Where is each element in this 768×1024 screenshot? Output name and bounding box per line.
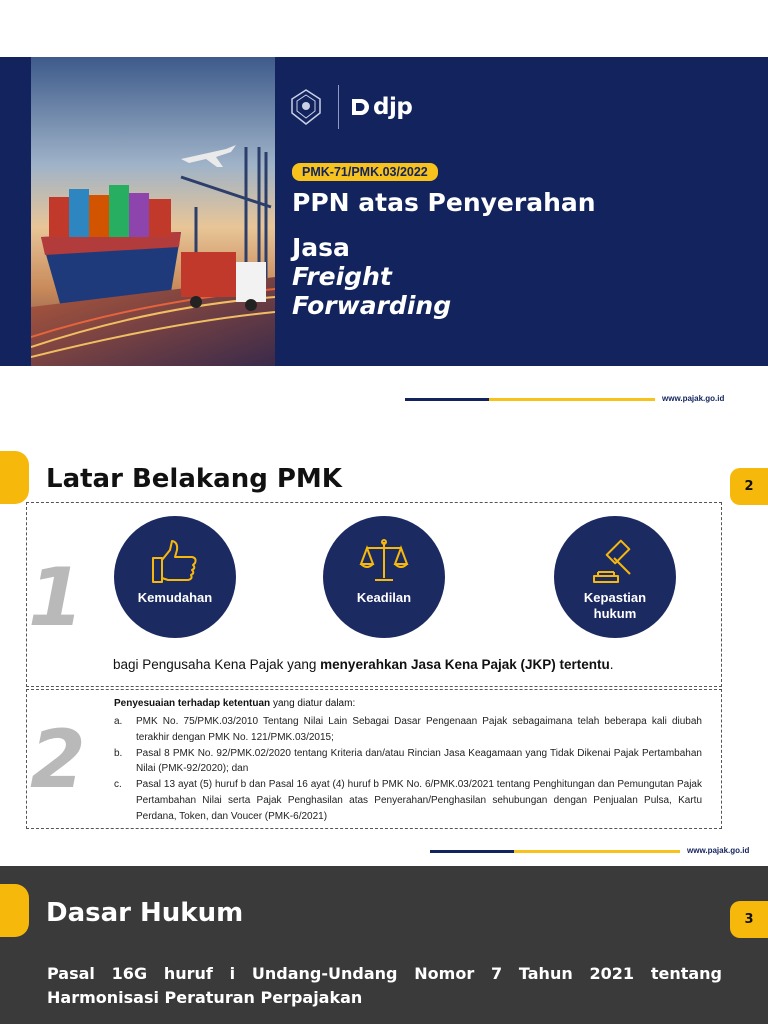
footer-url[interactable]: www.pajak.go.id	[662, 394, 725, 403]
footer-line-navy	[430, 850, 514, 853]
footer-line-yellow	[514, 850, 680, 853]
slide2-heading: Latar Belakang PMK	[46, 464, 342, 494]
circle-label-line2: hukum	[593, 606, 637, 621]
cover-title-block	[292, 233, 451, 320]
list-title	[114, 698, 355, 709]
list-title-bold: Penyesuaian terhadap ketentuan	[114, 698, 271, 709]
list-marker: a.	[114, 716, 123, 727]
sentence-post: .	[609, 657, 614, 672]
legal-basis-paragraph: Pasal 16G huruf i Undang-Undang Nomor 7 Tahun 2021 tentang Harmonisasi Peraturan Perpajakan	[47, 964, 722, 1007]
sentence-pre: bagi Pengusaha Kena Pajak yang	[113, 657, 321, 672]
thumbs-up-icon	[150, 538, 200, 586]
section1-sentence	[113, 657, 614, 672]
regulation-list	[114, 714, 702, 825]
sentence-bold: menyerahkan Jasa Kena Pajak (JKP) tertentu	[320, 657, 610, 672]
list-text: PMK No. 75/PMK.03/2010 Tentang Nilai Lain Sebagai Dasar Pengenaan Pajak sebagaimana telah beberapa kali diubah terakhir dengan PMK No. 121/PMK.03/2015;	[136, 716, 702, 743]
list-marker: b.	[114, 747, 123, 759]
regulation-badge: PMK-71/PMK.03/2022	[292, 163, 438, 181]
circle-keadilan	[323, 516, 445, 638]
djp-logo-text: djp	[373, 94, 413, 120]
slide3-heading: Dasar Hukum	[46, 898, 244, 928]
section2-number: 2	[30, 713, 86, 806]
circle-label: Keadilan	[356, 590, 412, 605]
footer-line-yellow	[489, 398, 655, 401]
list-title-rest: yang diatur dalam:	[270, 698, 356, 709]
circle-label-line1: Kepastian	[583, 590, 647, 605]
list-text: Pasal 8 PMK No. 92/PMK.02/2020 tentang Kriteria dan/atau Rincian Jasa Keagamaan yang Tidak Dikenai Pajak Pertambahan Nilai (PMK-92/2020); dan	[136, 747, 702, 775]
footer-url[interactable]: www.pajak.go.id	[687, 846, 750, 855]
list-item	[114, 746, 702, 778]
cover-title-line3: Freight	[292, 262, 392, 291]
heading-tab	[0, 884, 29, 937]
list-marker: c.	[114, 779, 122, 791]
gavel-icon	[590, 538, 640, 586]
footer-line-navy	[405, 398, 489, 401]
logistics-hero-image	[31, 57, 275, 366]
circle-label: Kemudahan	[137, 590, 213, 605]
cover-title-line1: PPN atas Penyerahan	[292, 188, 596, 217]
djp-mark-icon	[349, 96, 371, 118]
circle-label	[584, 590, 646, 622]
logo-separator	[338, 85, 339, 129]
page-number: 3	[730, 901, 768, 938]
page-number: 2	[730, 468, 768, 505]
ministry-emblem-icon	[286, 87, 326, 127]
circle-kepastian-hukum	[554, 516, 676, 638]
list-text: Pasal 13 ayat (5) huruf b dan Pasal 16 ayat (4) huruf b PMK No. 6/PMK.03/2021 tentang Penghitungan dan Pemungutan Pajak Pertambahan Nilai serta Pajak Penghasilan atas Penyerahan/Penghasilan sehubungan dengan Penjualan Pulsa, Kartu Perdana, Token, dan Voucer (PMK-6/2021)	[136, 779, 702, 822]
circle-kemudahan	[114, 516, 236, 638]
cover-slide	[0, 57, 768, 366]
heading-tab	[0, 451, 29, 504]
cover-title-line2: Jasa	[292, 233, 350, 262]
scales-icon	[359, 538, 409, 586]
list-item	[114, 777, 702, 824]
section1-number: 1	[28, 551, 84, 644]
list-item	[114, 714, 702, 746]
logo-area	[286, 85, 412, 129]
djp-logo	[349, 94, 412, 120]
cover-title-line4: Forwarding	[292, 291, 452, 320]
